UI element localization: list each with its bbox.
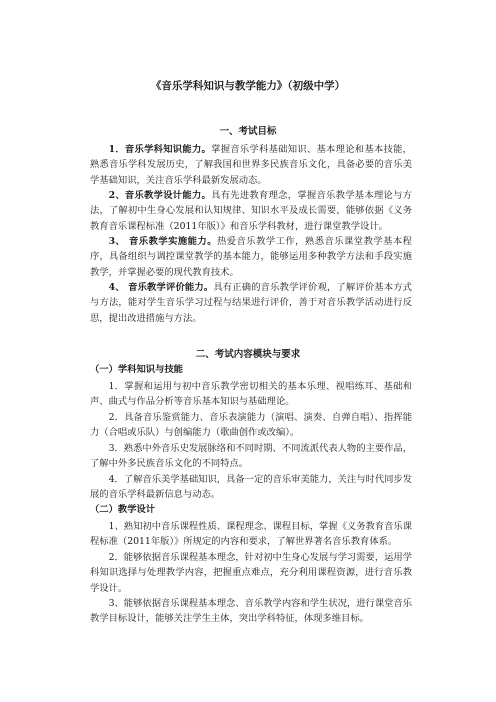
knowledge-item-1: 1．掌握和运用与初中音乐教学密切相关的基本乐理、视唱练耳、基础和声、曲式与作品分析等音乐基本知识与基础理论。 (90, 381, 412, 408)
knowledge-item-3: 3．熟悉中外音乐史发展脉络和不同时期、不同流派代表人物的主要作品，了解中外多民族音乐文化的不同特点。 (90, 443, 413, 470)
design-item-3: 3、能够依据音乐课程基本理念、音乐教学内容和学生状况，进行课堂音乐教学目标设计，能够关注学生主体，突出学科特征，体现多维目标。 (90, 598, 413, 625)
objective-paragraph-4 (90, 280, 412, 326)
document-title: 《音乐学科知识与教学能力》（初级中学） (150, 80, 346, 92)
design-item-2: 2．能够依据音乐课程基本理念，针对初中生身心发展与学习需要，运用学科知识选择与处理教学内容，把握重点难点，充分利用课程资源，进行音乐教学设计。 (90, 552, 413, 594)
knowledge-item-4: 4．了解音乐美学基础知识，具备一定的音乐审美能力，关注与时代同步发展的音乐学科最新信息与动态。 (90, 474, 413, 501)
objective-paragraph-2 (90, 188, 412, 234)
subsection-heading-teaching-design: （二）教学设计 (90, 504, 156, 515)
knowledge-item-2: 2．具备音乐鉴赏能力、音乐表演能力（演唱、演奏、自弹自唱）、指挥能力（合唱或乐队）与创编能力（歌曲创作或改编）。 (90, 412, 412, 439)
objective-lead-1: 1．音乐学科知识能力。 (108, 144, 212, 155)
objective-lead-3: 3、 音乐教学实施能力。 (108, 236, 217, 247)
objective-body-3: 热爱音乐教学工作，熟悉音乐课堂教学基本程序，具备组织与调控课堂教学的基本能力，能够运用多种教学方法和手段实施教学，并掌握必要的现代教育技术。 (90, 236, 412, 278)
design-item-1: 1、熟知初中音乐课程性质、课程理念、课程目标，掌握《义务教育音乐课程标准（2011年版）》所规定的内容和要求，了解世界著名音乐教育体系。 (90, 521, 413, 548)
objective-body-1: 掌握音乐学科基础知识、基本理论和基本技能，熟悉音乐学科发展历史，了解我国和世界多民族音乐文化，具备必要的音乐美学基础知识，关注音乐学科最新发展动态。 (90, 144, 412, 186)
objective-paragraph-1 (90, 142, 412, 188)
objective-lead-2: 2、音乐教学设计能力。 (108, 190, 212, 201)
subsection-heading-knowledge-skills: （一）学科知识与技能 (90, 364, 183, 375)
objective-paragraph-3 (90, 234, 412, 280)
section-heading-exam-content: 二、考试内容模块与要求 (195, 349, 301, 360)
objective-body-4: 具有正确的音乐教学评价观，了解评价基本方式与方法，能对学生音乐学习过程与结果进行评价，善于对音乐教学活动进行反思，提出改进措施与方法。 (90, 282, 412, 324)
section-heading-exam-objectives: 一、考试目标 (219, 126, 277, 137)
objective-lead-4: 4、 音乐教学评价能力。 (108, 282, 214, 293)
objective-body-2: 具有先进教育理念，掌握音乐教学基本理论与方法，了解初中生身心发展和认知规律、知识水平及成长需要，能够依据《义务教育音乐课程标准（2011年版）》和音乐学科教材，进行课堂教学设计。 (90, 190, 412, 232)
